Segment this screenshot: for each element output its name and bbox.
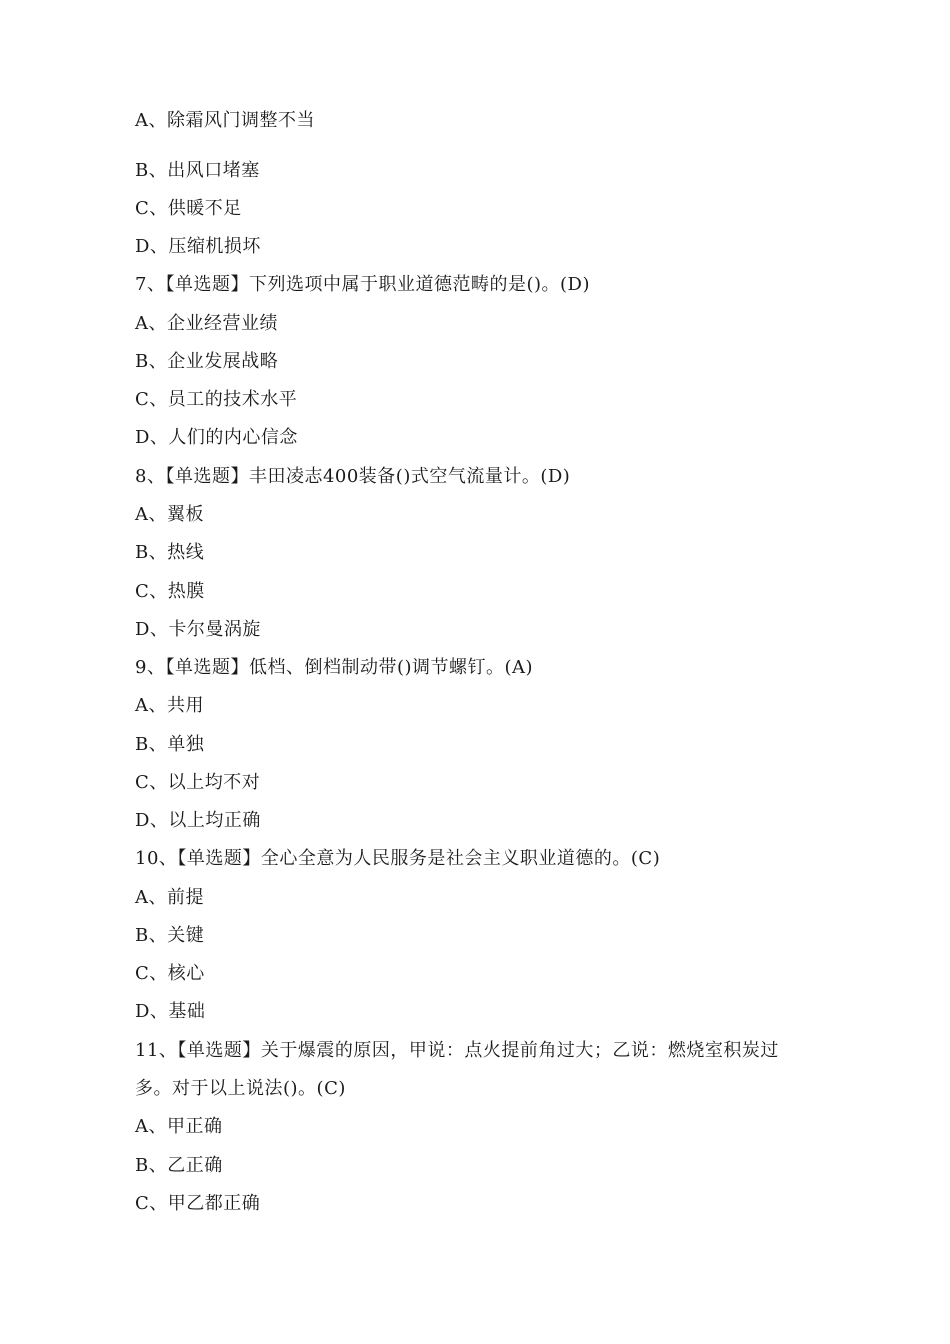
option-6b: B、出风口堵塞 [135, 160, 260, 181]
question-9: 9、【单选题】低档、倒档制动带()调节螺钉。(A) [135, 657, 534, 678]
option-8a: A、翼板 [135, 504, 204, 525]
option-7a: A、企业经营业绩 [135, 313, 278, 334]
option-10c: C、核心 [135, 963, 205, 984]
option-10a: A、前提 [135, 887, 204, 908]
question-8: 8、【单选题】丰田凌志400装备()式空气流量计。(D) [135, 466, 571, 487]
option-6a: A、除霜风门调整不当 [135, 110, 315, 131]
option-7c: C、员工的技术水平 [135, 389, 298, 410]
option-11a: A、甲正确 [135, 1116, 223, 1137]
question-11: 11、【单选题】关于爆震的原因，甲说：点火提前角过大；乙说：燃烧室积炭过 [135, 1040, 779, 1061]
option-8b: B、热线 [135, 542, 205, 563]
option-8c: C、热膜 [135, 581, 205, 602]
option-7d: D、人们的内心信念 [135, 427, 298, 448]
option-9a: A、共用 [135, 695, 204, 716]
option-9d: D、以上均正确 [135, 810, 261, 831]
option-10d: D、基础 [135, 1001, 206, 1022]
option-6c: C、供暖不足 [135, 198, 242, 219]
option-9c: C、以上均不对 [135, 772, 261, 793]
question-11-continued: 多。对于以上说法()。(C) [135, 1078, 346, 1099]
option-7b: B、企业发展战略 [135, 351, 279, 372]
option-10b: B、关键 [135, 925, 205, 946]
option-6d: D、压缩机损坏 [135, 236, 261, 257]
option-11b: B、乙正确 [135, 1155, 223, 1176]
option-11c: C、甲乙都正确 [135, 1193, 261, 1214]
question-10: 10、【单选题】全心全意为人民服务是社会主义职业道德的。(C) [135, 848, 661, 869]
option-9b: B、单独 [135, 734, 205, 755]
option-8d: D、卡尔曼涡旋 [135, 619, 261, 640]
question-7: 7、【单选题】下列选项中属于职业道德范畴的是()。(D) [135, 274, 590, 295]
